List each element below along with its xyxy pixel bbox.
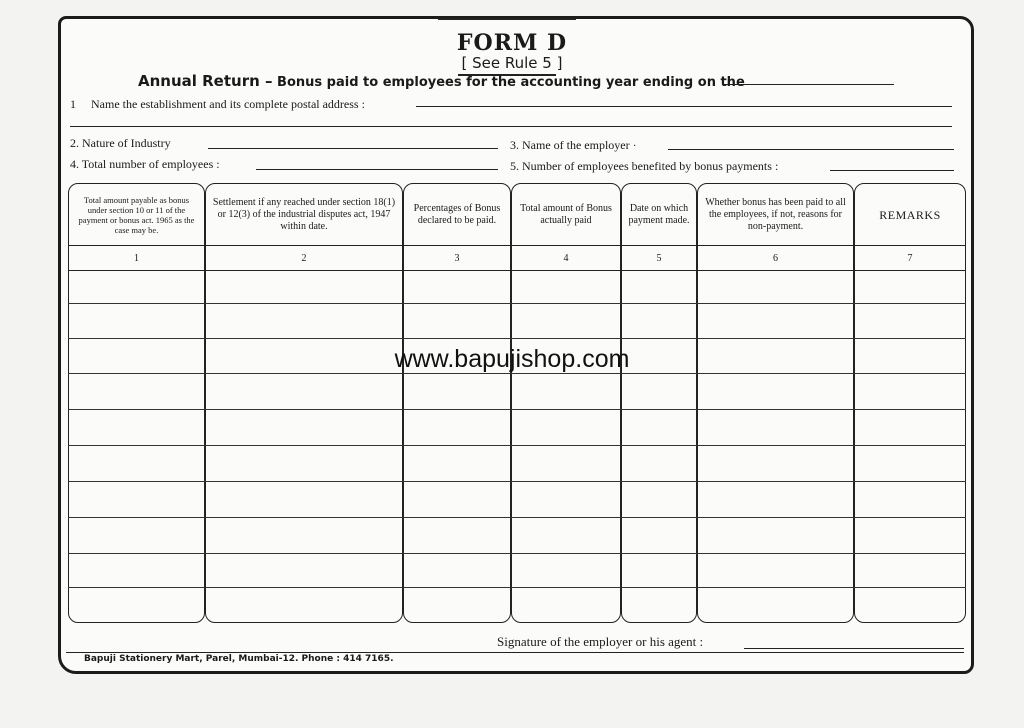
annual-return-text: Bonus paid to employees for the accounting year ending on the [272,75,745,90]
field-employees-benefited-label: 5. Number of employees benefited by bonus payments : [510,159,779,173]
column-number: 3 [404,246,510,271]
column-number: 4 [512,246,620,271]
table-row-line [68,445,966,446]
table-column [511,183,621,623]
table-column [697,183,854,623]
column-number: 5 [622,246,696,271]
table-row-line [68,553,966,554]
table-row-line [68,481,966,482]
total-employees-line[interactable] [256,169,498,170]
table-row-line [68,517,966,518]
title-rule [438,18,576,20]
column-header: Settlement if any reached under section 18(1) or 12(3) of the industrial disputes act, 1947 within date. [206,184,402,246]
bonus-table [68,183,966,626]
field-establishment-label: Name the establishment and its complete postal address : [91,97,365,111]
column-number: 1 [69,246,204,271]
form-title: FORM D [456,30,568,56]
table-column [403,183,511,623]
printer-footer: Bapuji Stationery Mart, Parel, Mumbai-12. Phone : 414 7165. [84,654,394,664]
column-header: Date on which payment made. [622,184,696,246]
field-nature-industry-label: 2. Nature of Industry [70,136,171,150]
nature-industry-line[interactable] [208,148,498,149]
field-1-number: 1 [70,97,76,111]
annual-return-heading [138,72,745,90]
employees-benefited-line[interactable] [830,170,954,171]
table-column [205,183,403,623]
year-ending-line[interactable] [724,84,894,85]
establishment-address-line-2[interactable] [70,126,952,127]
column-number: 6 [698,246,853,271]
watermark-url: www.bapujishop.com [394,345,630,373]
footer-rule [66,652,964,653]
employer-name-line[interactable] [668,149,954,150]
column-number: 7 [855,246,965,271]
column-number: 2 [206,246,402,271]
table-row-line [68,587,966,588]
signature-label: Signature of the employer or his agent : [497,634,704,649]
column-header: Total amount of Bonus actually paid [512,184,620,246]
table-column [854,183,966,623]
table-column [68,183,205,623]
column-header: Whether bonus has been paid to all the employees, if not, reasons for non-payment. [698,184,853,246]
field-total-employees-label: 4. Total number of employees : [70,157,220,171]
column-header: Total amount payable as bonus under section 10 or 11 of the payment or bonus act. 1965 as the case may be. [69,184,204,246]
column-header: Percentages of Bonus declared to be paid. [404,184,510,246]
column-header-remarks: REMARKS [855,184,965,246]
signature-line[interactable] [744,648,964,649]
establishment-address-line-1[interactable] [416,106,952,107]
annual-return-label: Annual Return – [138,72,273,90]
form-subtitle: [ See Rule 5 ] [461,54,563,72]
table-row-line [68,338,966,339]
table-column [621,183,697,623]
table-row-line [68,303,966,304]
table-row-line [68,409,966,410]
field-employer-name-label: 3. Name of the employer · [510,138,637,152]
